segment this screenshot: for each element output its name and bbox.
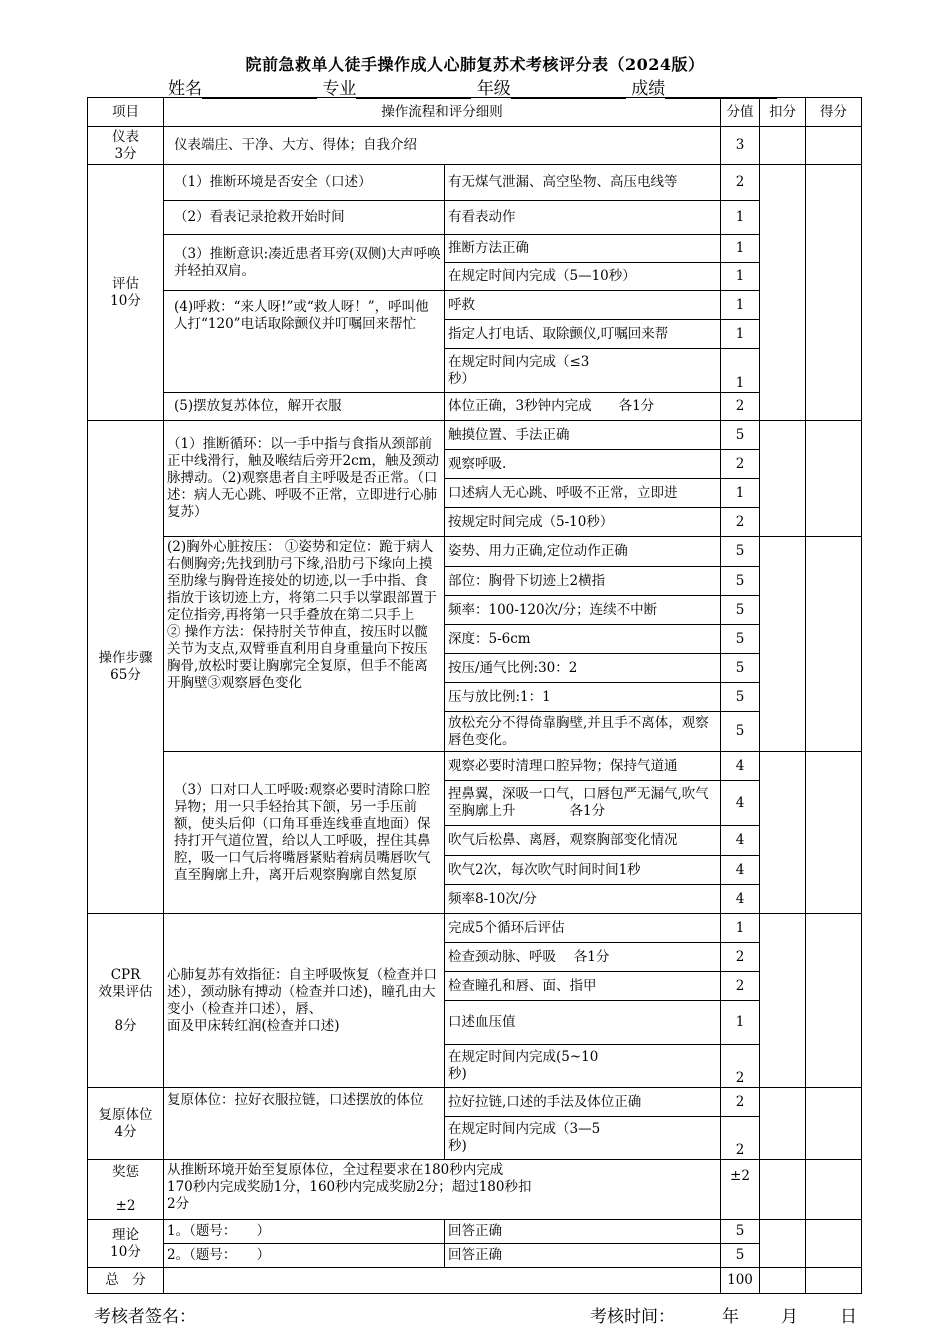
assess-crit-4c: 在规定时间内完成（≤3 秒） <box>445 349 721 393</box>
cpr-points: 1 <box>721 914 760 943</box>
ops-crit: 姿势、用力正确,定位动作正确 <box>445 537 721 567</box>
deduct-cell[interactable] <box>760 537 806 752</box>
score-cell[interactable] <box>806 421 862 537</box>
ops-points: 5 <box>721 712 760 752</box>
ops-step-2: (2)胸外心脏按压： ①姿势和定位：跪于病人右侧胸旁;先找到肋弓下缘,沿肋弓下缘向上摸至肋缘与胸骨连接处的切迹,以一手中指、食指放于该切迹上方，将第二只手以掌跟部置于定位指旁,再将第一只手叠放在第二只手上 ② 操作方法：保持肘关节伸直，按压时以髋关节为支点,双臂垂直利用自身重量向下按压胸骨,放松时要让胸廓完全复原，但手不能离开胸壁③观察唇色变化 <box>164 537 445 752</box>
section-ops: 操作步骤 65分 <box>88 421 164 914</box>
exam-time-label: 考核时间： <box>590 1307 675 1327</box>
ops-crit: 捏鼻翼，深吸一口气，口唇包严无漏气,吹气至胸廓上升 各1分 <box>445 781 721 826</box>
ops-crit: 部位：胸骨下切迹上2横指 <box>445 567 721 596</box>
assess-crit-1: 有无煤气泄漏、高空坠物、高压电线等 <box>445 165 721 201</box>
assess-crit-3b: 在规定时间内完成（5—10秒） <box>445 263 721 291</box>
ops-crit: 观察必要时清理口腔异物；保持气道通 <box>445 752 721 781</box>
ops-points: 5 <box>721 596 760 625</box>
deduct-cell[interactable] <box>760 421 806 537</box>
assess-crit-3a: 推断方法正确 <box>445 235 721 263</box>
restore-points: 2 <box>721 1117 760 1160</box>
assess-step-2: （2）看表记录抢救开始时间 <box>164 201 445 235</box>
ops-points: 5 <box>721 567 760 596</box>
score-cell[interactable] <box>806 537 862 752</box>
table-row <box>88 421 862 450</box>
table-row <box>88 537 862 567</box>
col-score: 得分 <box>806 98 862 127</box>
major-label: 专业 <box>322 79 357 99</box>
ops-points: 1 <box>721 479 760 508</box>
ops-points: 2 <box>721 450 760 479</box>
assess-points-4c: 1 <box>721 349 760 393</box>
header-row <box>88 98 862 127</box>
restore-step: 复原体位：拉好衣服拉链，口述摆放的体位 <box>164 1088 445 1160</box>
ops-crit: 观察呼吸. <box>445 450 721 479</box>
deduct-cell[interactable] <box>760 1268 806 1294</box>
col-process: 操作流程和评分细则 <box>164 98 721 127</box>
ops-crit: 压与放比例:1：1 <box>445 683 721 712</box>
ops-crit: 口述病人无心跳、呼吸不正常，立即进 <box>445 479 721 508</box>
theory-a1: 回答正确 <box>445 1220 721 1244</box>
deduct-cell[interactable] <box>760 1220 806 1268</box>
examiner-signature-label: 考核者签名： <box>94 1307 196 1327</box>
deduct-cell[interactable] <box>760 165 806 421</box>
table-row <box>88 1088 862 1117</box>
cpr-points: 2 <box>721 972 760 1001</box>
assess-step-5: (5)摆放复苏体位，解开衣服 <box>164 393 445 421</box>
score-cell[interactable] <box>806 1268 862 1294</box>
ops-crit: 触摸位置、手法正确 <box>445 421 721 450</box>
ops-points: 5 <box>721 683 760 712</box>
deduct-cell[interactable] <box>760 127 806 165</box>
theory-p1: 5 <box>721 1220 760 1244</box>
col-item: 项目 <box>88 98 164 127</box>
section-theory: 理论 10分 <box>88 1220 164 1268</box>
grade-label: 年级 <box>476 79 511 99</box>
assess-points-3b: 1 <box>721 263 760 291</box>
day-label: 日 <box>840 1307 857 1327</box>
ops-step-1: （1）推断循环：以一手中指与食指从颈部前正中线滑行，触及喉结后旁开2cm，触及颈动脉搏动。（2)观察患者自主呼吸是否正常。（口述：病人无心跳、呼吸不正常，立即进行心肺复苏） <box>164 421 445 537</box>
ops-points: 4 <box>721 752 760 781</box>
section-cpr: CPR 效果评估 8分 <box>88 914 164 1088</box>
assess-step-4: (4)呼救：“来人呀!”或“救人呀！”，呼叫他人打“120”电话取除颤仪并叮嘱回来帮忙 <box>164 291 445 393</box>
ops-points: 4 <box>721 885 760 914</box>
cpr-points: 1 <box>721 1001 760 1045</box>
col-deduct: 扣分 <box>760 98 806 127</box>
table-row <box>88 165 862 201</box>
assess-crit-4b: 指定人打电话、取除颤仪,叮嘱回来帮 <box>445 320 721 349</box>
section-bonus: 奖惩 ±2 <box>88 1160 164 1220</box>
name-label: 姓名 <box>168 79 202 99</box>
assess-points-4b: 1 <box>721 320 760 349</box>
score-cell[interactable] <box>806 1088 862 1160</box>
score-cell[interactable] <box>806 165 862 421</box>
cpr-crit: 口述血压值 <box>445 1001 721 1045</box>
deduct-cell[interactable] <box>760 1088 806 1160</box>
deduct-cell[interactable] <box>760 752 806 914</box>
table-row <box>88 914 862 943</box>
cpr-crit: 检查瞳孔和唇、面、指甲 <box>445 972 721 1001</box>
ops-points: 2 <box>721 508 760 537</box>
table-row <box>88 235 862 263</box>
score-label: 成绩 <box>631 79 666 99</box>
total-label: 总 分 <box>88 1268 164 1294</box>
table-row <box>88 1244 862 1268</box>
cpr-points: 2 <box>721 1045 760 1088</box>
appearance-process: 仪表端庄、干净、大方、得体；自我介绍 <box>164 127 721 165</box>
bonus-text: 从推断环境开始至复原体位，全过程要求在180秒内完成 170秒内完成奖励1分，160秒内完成奖励2分；超过180秒扣 2分 <box>164 1160 721 1220</box>
deduct-cell[interactable] <box>760 914 806 1088</box>
ops-points: 4 <box>721 826 760 856</box>
assess-points-2: 1 <box>721 201 760 235</box>
table-row <box>88 127 862 165</box>
ops-points: 5 <box>721 654 760 683</box>
score-cell[interactable] <box>806 127 862 165</box>
ops-crit: 深度：5-6cm <box>445 625 721 654</box>
assess-points-5: 2 <box>721 393 760 421</box>
score-cell[interactable] <box>806 752 862 914</box>
ops-points: 4 <box>721 781 760 826</box>
ops-points: 4 <box>721 856 760 885</box>
theory-p2: 5 <box>721 1244 760 1268</box>
ops-crit: 按规定时间完成（5-10秒） <box>445 508 721 537</box>
cpr-crit: 完成5个循环后评估 <box>445 914 721 943</box>
cpr-crit: 检查颈动脉、呼吸 各1分 <box>445 943 721 972</box>
ops-points: 5 <box>721 625 760 654</box>
total-blank <box>164 1268 721 1294</box>
assess-points-1: 2 <box>721 165 760 201</box>
score-cell[interactable] <box>806 914 862 1088</box>
cpr-step: 心肺复苏有效指征：自主呼吸恢复（检查并口述），颈动脉有搏动（检查并口述)，瞳孔由大变小（检查并口述），唇、 面及甲床转红润(检查并口述) <box>164 914 445 1088</box>
table-row <box>88 201 862 235</box>
score-cell[interactable] <box>806 1220 862 1268</box>
table-row <box>88 1220 862 1244</box>
appearance-points: 3 <box>721 127 760 165</box>
restore-crit: 拉好拉链,口述的手法及体位正确 <box>445 1088 721 1117</box>
table-row <box>88 752 862 781</box>
section-appearance: 仪表 3分 <box>88 127 164 165</box>
assess-crit-4a: 呼救 <box>445 291 721 320</box>
theory-q1: 1。（题号： ） <box>164 1220 445 1244</box>
assess-step-1: （1）推断环境是否安全（口述） <box>164 165 445 201</box>
cpr-crit: 在规定时间内完成(5~10 秒) <box>445 1045 721 1088</box>
month-label: 月 <box>781 1307 798 1327</box>
year-label: 年 <box>722 1307 739 1327</box>
assess-points-4a: 1 <box>721 291 760 320</box>
theory-q2: 2。（题号： ） <box>164 1244 445 1268</box>
table-row <box>88 291 862 320</box>
total-points: 100 <box>721 1268 760 1294</box>
section-restore: 复原体位 4分 <box>88 1088 164 1160</box>
restore-crit: 在规定时间内完成（3—5 秒) <box>445 1117 721 1160</box>
restore-points: 2 <box>721 1088 760 1117</box>
ops-crit: 放松充分不得倚靠胸壁,并且手不离体，观察唇色变化。 <box>445 712 721 752</box>
assess-crit-5: 体位正确，3秒钟内完成 各1分 <box>445 393 721 421</box>
assess-points-3a: 1 <box>721 235 760 263</box>
score-cell[interactable] <box>806 1160 862 1220</box>
ops-crit: 吹气后松鼻、离唇，观察胸部变化情况 <box>445 826 721 856</box>
assess-step-3: （3）推断意识:凑近患者耳旁(双侧)大声呼唤并轻拍双肩。 <box>164 235 445 291</box>
ops-crit: 按压/通气比例:30：2 <box>445 654 721 683</box>
page-title: 院前急救单人徒手操作成人心肺复苏术考核评分表（2024版） <box>245 55 705 74</box>
ops-crit: 吹气2次，每次吹气时间时间1秒 <box>445 856 721 885</box>
ops-crit: 频率：100-120次/分；连续不中断 <box>445 596 721 625</box>
score-table <box>87 97 862 1294</box>
assess-crit-2: 有看表动作 <box>445 201 721 235</box>
section-assess: 评估 10分 <box>88 165 164 421</box>
theory-a2: 回答正确 <box>445 1244 721 1268</box>
cpr-points: 2 <box>721 943 760 972</box>
deduct-cell[interactable] <box>760 1160 806 1220</box>
ops-points: 5 <box>721 421 760 450</box>
col-points: 分值 <box>721 98 760 127</box>
table-row <box>88 1160 862 1220</box>
total-row <box>88 1268 862 1294</box>
ops-step-3: （3）口对口人工呼吸:观察必要时清除口腔异物；用一只手轻抬其下颌，另一手压前额，使头后仰（口角耳垂连线垂直地面）保持打开气道位置，给以人工呼吸，捏住其鼻腔，吸一口气后将嘴唇紧贴着病员嘴唇吹气直至胸廓上升，离开后观察胸廓自然复原 <box>164 752 445 914</box>
bonus-points: ±2 <box>721 1160 760 1220</box>
ops-points: 5 <box>721 537 760 567</box>
table-row <box>88 393 862 421</box>
ops-crit: 频率8-10次/分 <box>445 885 721 914</box>
student-info-line <box>168 74 777 99</box>
